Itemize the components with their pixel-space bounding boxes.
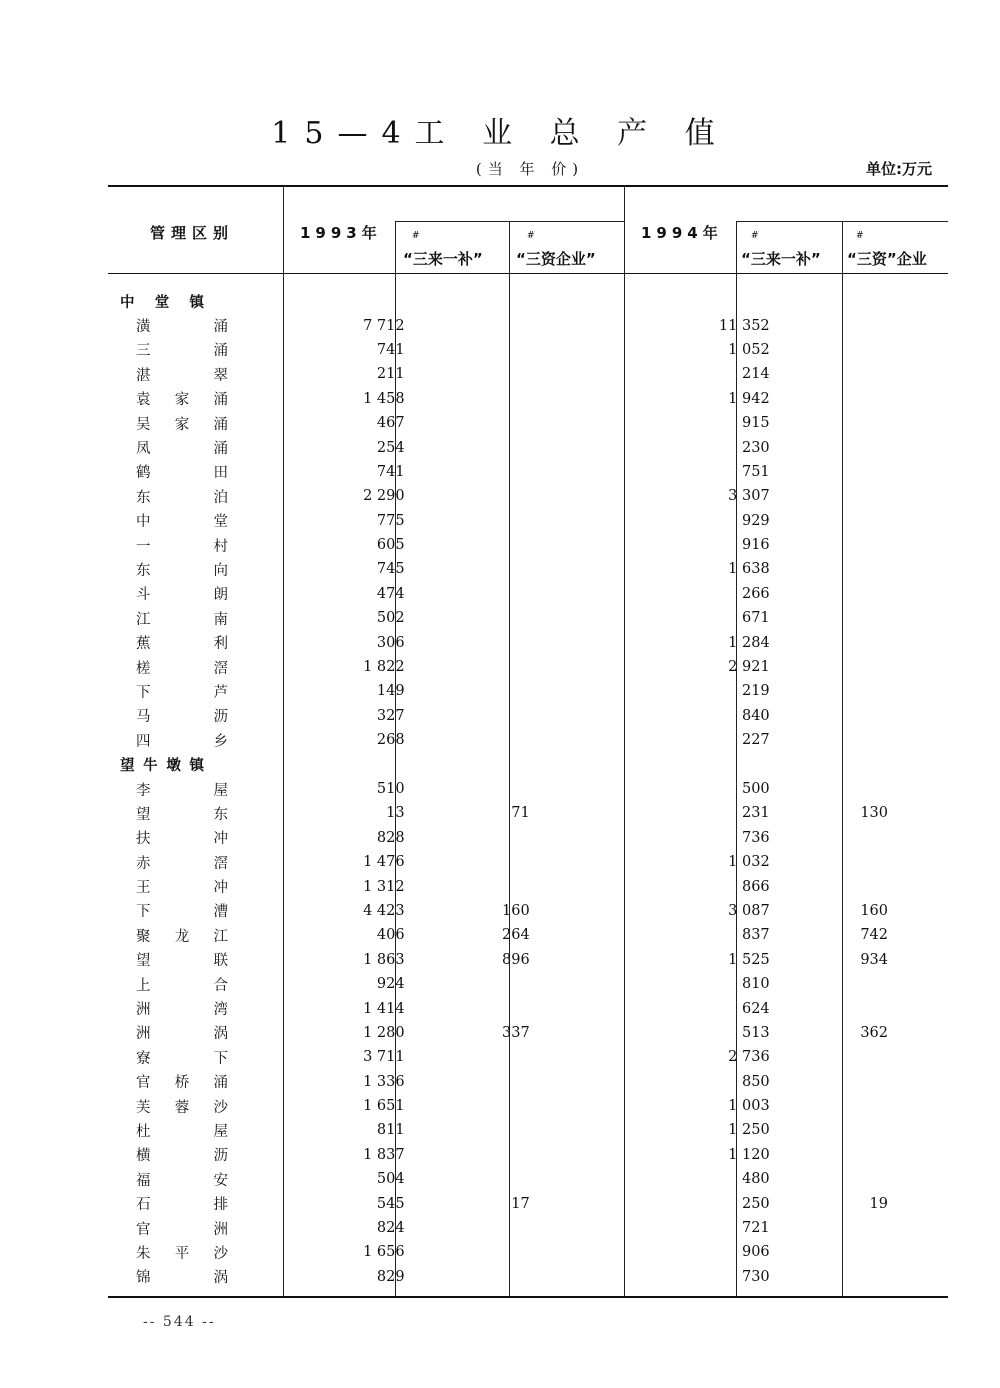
sanlai-value-1993 xyxy=(530,976,542,992)
table-row xyxy=(108,1265,898,1289)
value-1993: 741 xyxy=(376,341,405,358)
table-row xyxy=(108,1118,898,1142)
sanlai-value-1993 xyxy=(530,1269,542,1285)
area-name: 赤滘 xyxy=(136,855,228,872)
sanlai-value-1994 xyxy=(888,635,898,651)
value-1994: 1 525 xyxy=(728,951,770,968)
value-1994: 840 xyxy=(741,707,770,724)
value-1993: 605 xyxy=(376,537,405,554)
table-row xyxy=(108,435,898,459)
sanlai-value-1994 xyxy=(888,1049,898,1065)
value-1993: 811 xyxy=(376,1122,405,1139)
table-row xyxy=(108,606,898,630)
area-name: 李屋 xyxy=(136,782,228,799)
area-name: 上合 xyxy=(136,977,228,994)
area-name: 湛翠 xyxy=(136,367,228,384)
sanlai-value-1994 xyxy=(888,1001,898,1017)
value-1994: 671 xyxy=(741,610,770,627)
area-name: 凤涌 xyxy=(136,441,228,458)
sanlai-value-1993 xyxy=(530,854,542,870)
sanlai-value-1993 xyxy=(530,488,542,504)
sanlai-value-1994: 742 xyxy=(860,927,888,944)
value-1994: 3 087 xyxy=(728,902,770,919)
value-1993: 268 xyxy=(376,732,405,749)
value-1993: 406 xyxy=(376,927,405,944)
value-1993: 327 xyxy=(376,707,405,724)
value-1993: 1 280 xyxy=(363,1024,405,1041)
value-1994 xyxy=(770,757,781,773)
area-name: 马沥 xyxy=(136,709,228,726)
value-1993: 1 656 xyxy=(363,1244,405,1261)
sanlai-value-1994 xyxy=(888,732,898,748)
header-sanzi-1993: “三资企业” xyxy=(516,250,596,268)
value-1994: 1 052 xyxy=(728,341,770,358)
sanlai-value-1993 xyxy=(530,1049,542,1065)
area-name: 洲涡 xyxy=(136,1026,228,1043)
table-row xyxy=(108,533,898,557)
area-name: 杜屋 xyxy=(136,1123,228,1140)
sanlai-value-1994: 362 xyxy=(860,1024,888,1041)
table-row xyxy=(108,387,898,411)
value-1993: 1 837 xyxy=(363,1146,405,1163)
table-row xyxy=(108,801,898,825)
sanlai-value-1993 xyxy=(530,391,542,407)
value-1994: 1 638 xyxy=(728,561,770,578)
sanlai-value-1994 xyxy=(888,415,898,431)
table-bottom-rule xyxy=(108,1296,948,1298)
sanlai-value-1994 xyxy=(888,1122,898,1138)
table-row xyxy=(108,996,898,1020)
table-row xyxy=(108,899,898,923)
table-row xyxy=(108,923,898,947)
value-1993: 1 414 xyxy=(363,1000,405,1017)
value-1994: 2 921 xyxy=(728,659,770,676)
value-1994: 500 xyxy=(741,781,770,797)
sanlai-value-1994: 160 xyxy=(860,902,888,919)
value-1993: 745 xyxy=(376,561,405,578)
value-1993: 467 xyxy=(376,415,405,432)
sanlai-value-1993 xyxy=(530,1001,542,1017)
area-name: 江南 xyxy=(136,611,228,628)
value-1993: 149 xyxy=(376,683,405,700)
value-1994: 916 xyxy=(741,537,770,554)
value-1994: 624 xyxy=(741,1000,770,1017)
area-name: 芙蓉沙 xyxy=(136,1099,228,1116)
area-name: 寮下 xyxy=(136,1050,228,1067)
value-1994: 866 xyxy=(741,878,770,895)
header-sanlai-1993: “三来一补” xyxy=(403,250,483,268)
area-name: 横沥 xyxy=(136,1148,228,1165)
sanlai-value-1994 xyxy=(888,976,898,992)
value-1994: 837 xyxy=(741,927,770,944)
sanlai-value-1994: 934 xyxy=(860,951,888,968)
sanlai-value-1993 xyxy=(530,1244,542,1260)
table-row xyxy=(108,313,898,337)
table-row xyxy=(108,948,898,972)
table-row xyxy=(108,630,898,654)
sanlai-value-1993 xyxy=(530,318,542,334)
sanlai-value-1993 xyxy=(530,659,542,675)
value-1994: 751 xyxy=(741,463,770,480)
area-name: 望东 xyxy=(136,806,228,823)
area-name: 石排 xyxy=(136,1197,228,1214)
area-name: 下芦 xyxy=(136,684,228,701)
sanlai-value-1994 xyxy=(888,366,898,382)
table-row xyxy=(108,484,898,508)
value-1994: 721 xyxy=(741,1220,770,1237)
area-name: 官桥涌 xyxy=(136,1075,228,1092)
price-basis-note: (当 年 价) xyxy=(475,160,585,178)
value-1994: 810 xyxy=(741,976,770,993)
value-1994: 915 xyxy=(741,415,770,432)
area-name: 福安 xyxy=(136,1172,228,1189)
sanlai-value-1993 xyxy=(530,1171,542,1187)
value-1993 xyxy=(405,293,416,309)
sanlai-value-1993 xyxy=(530,732,542,748)
value-1993: 13 xyxy=(386,805,405,822)
table-row xyxy=(108,777,898,801)
sanlai-value-1994 xyxy=(888,683,898,699)
table-row xyxy=(108,460,898,484)
town-name: 中堂镇 xyxy=(120,294,204,311)
header-1994: 1994年 xyxy=(641,224,723,242)
value-1994: 1 003 xyxy=(728,1098,770,1115)
value-1993: 4 423 xyxy=(363,902,405,919)
sanlai-value-1993 xyxy=(530,464,542,480)
sanlai-value-1993 xyxy=(530,1147,542,1163)
sanlai-value-1993 xyxy=(530,635,542,651)
value-1993: 510 xyxy=(376,781,405,797)
table-row xyxy=(108,655,898,679)
sanlai-value-1994 xyxy=(888,830,898,846)
value-1994: 214 xyxy=(741,366,770,383)
sanlai-value-1993 xyxy=(530,440,542,456)
area-name: 鹤田 xyxy=(136,465,228,482)
area-name: 东向 xyxy=(136,562,228,579)
sanlai-value-1994 xyxy=(888,1147,898,1163)
table-row xyxy=(108,728,898,752)
output-value-table xyxy=(108,289,898,1289)
value-1993: 1 651 xyxy=(363,1098,405,1115)
town-heading-row xyxy=(108,752,898,776)
value-1994: 1 120 xyxy=(728,1146,770,1163)
value-1994: 2 736 xyxy=(728,1049,770,1066)
sanlai-value-1994 xyxy=(888,879,898,895)
table-row xyxy=(108,582,898,606)
unit-label: 单位:万元 xyxy=(866,160,932,178)
value-1993: 545 xyxy=(376,1195,405,1212)
value-1993: 211 xyxy=(376,366,405,383)
value-1994 xyxy=(770,293,781,309)
sanlai-value-1993 xyxy=(530,1220,542,1236)
sanlai-value-1993: 71 xyxy=(511,805,530,822)
table-row xyxy=(108,362,898,386)
value-1993: 1 863 xyxy=(363,951,405,968)
area-name: 聚龙江 xyxy=(136,928,228,945)
value-1994: 480 xyxy=(741,1171,770,1188)
value-1993 xyxy=(405,757,416,773)
page-title: 15—4工 业 总 产 值 xyxy=(271,116,729,151)
table-row xyxy=(108,874,898,898)
area-name: 潢涌 xyxy=(136,319,228,336)
table-row xyxy=(108,411,898,435)
header-1993: 1993年 xyxy=(300,224,382,242)
sanlai-value-1993 xyxy=(530,415,542,431)
sanlai-value-1993: 264 xyxy=(502,927,530,944)
sanlai-value-1994: 130 xyxy=(860,805,888,822)
sanlai-value-1994 xyxy=(888,757,898,773)
value-1994: 1 250 xyxy=(728,1122,770,1139)
value-1994: 906 xyxy=(741,1244,770,1261)
sanlai-value-1994 xyxy=(888,537,898,553)
value-1993: 474 xyxy=(376,585,405,602)
value-1994: 3 307 xyxy=(728,488,770,505)
value-1994: 736 xyxy=(741,829,770,846)
header-sanlai-1994: “三来一补” xyxy=(741,250,821,268)
area-name: 官洲 xyxy=(136,1221,228,1238)
table-row xyxy=(108,704,898,728)
header-sanzi-1994: “三资”企业 xyxy=(847,250,927,268)
sanlai-value-1994 xyxy=(888,1074,898,1090)
table-row xyxy=(108,509,898,533)
table-row xyxy=(108,850,898,874)
table-top-rule xyxy=(108,185,948,187)
value-1993: 1 458 xyxy=(363,390,405,407)
sanlai-value-1993 xyxy=(530,561,542,577)
sanlai-value-1994 xyxy=(888,513,898,529)
town-name: 望牛墩镇 xyxy=(120,758,204,775)
sanlai-value-1993 xyxy=(530,610,542,626)
area-name: 一村 xyxy=(136,538,228,555)
table-row xyxy=(108,1240,898,1264)
sanlai-value-1994 xyxy=(888,1098,898,1114)
value-1994: 266 xyxy=(741,585,770,602)
area-name: 下漕 xyxy=(136,904,228,921)
sanlai-value-1994 xyxy=(888,1220,898,1236)
area-name: 朱平沙 xyxy=(136,1245,228,1262)
sanlai-value-1993: 160 xyxy=(502,902,530,919)
value-1993: 504 xyxy=(376,1171,405,1188)
value-1993: 829 xyxy=(376,1268,405,1285)
sanlai-value-1993: 17 xyxy=(511,1195,530,1212)
sanlai-value-1994 xyxy=(888,488,898,504)
sanlai-value-1994 xyxy=(888,342,898,358)
header-bottom-rule xyxy=(108,273,948,274)
value-1993: 2 290 xyxy=(363,488,405,505)
sanlai-value-1994 xyxy=(888,561,898,577)
value-1993: 828 xyxy=(376,829,405,846)
value-1994: 513 xyxy=(741,1024,770,1041)
header-district: 管理区别 xyxy=(150,224,235,242)
sanlai-value-1994 xyxy=(888,854,898,870)
area-name: 蕉利 xyxy=(136,636,228,653)
sanlai-value-1994 xyxy=(888,610,898,626)
sanlai-value-1994 xyxy=(888,1244,898,1260)
value-1993: 1 822 xyxy=(363,659,405,676)
value-1994: 219 xyxy=(741,683,770,700)
value-1993: 1 312 xyxy=(363,878,405,895)
sanlai-value-1994 xyxy=(888,464,898,480)
value-1994: 227 xyxy=(741,732,770,749)
sanlai-value-1993 xyxy=(530,293,542,309)
sanlai-value-1994 xyxy=(888,659,898,675)
value-1993: 1 336 xyxy=(363,1073,405,1090)
area-name: 吴家涌 xyxy=(136,416,228,433)
sanlai-value-1993: 896 xyxy=(502,951,530,968)
sanlai-value-1993 xyxy=(530,830,542,846)
sanlai-value-1993 xyxy=(530,513,542,529)
value-1994: 730 xyxy=(741,1268,770,1285)
sanlai-value-1994 xyxy=(888,293,898,309)
sanlai-value-1994: 19 xyxy=(869,1195,888,1212)
footnote-mark: # xyxy=(412,231,420,241)
footnote-mark: # xyxy=(856,231,864,241)
sanlai-value-1993 xyxy=(530,366,542,382)
sanlai-value-1993 xyxy=(530,683,542,699)
value-1993: 3 711 xyxy=(363,1049,405,1066)
sanlai-value-1993 xyxy=(530,342,542,358)
value-1993: 741 xyxy=(376,463,405,480)
sanlai-value-1993 xyxy=(530,1098,542,1114)
area-name: 四乡 xyxy=(136,733,228,750)
sanlai-value-1994 xyxy=(888,391,898,407)
value-1993: 775 xyxy=(376,512,405,529)
table-row xyxy=(108,972,898,996)
table-row xyxy=(108,1045,898,1069)
value-1994: 250 xyxy=(741,1195,770,1212)
table-row xyxy=(108,338,898,362)
value-1994: 11 352 xyxy=(718,317,770,334)
sanlai-value-1994 xyxy=(888,318,898,334)
value-1993: 306 xyxy=(376,634,405,651)
area-name: 王冲 xyxy=(136,880,228,897)
sanlai-value-1993 xyxy=(530,708,542,724)
area-name: 三涌 xyxy=(136,343,228,360)
table-row xyxy=(108,1143,898,1167)
table-row xyxy=(108,1191,898,1215)
table-row xyxy=(108,1021,898,1045)
sanlai-value-1993 xyxy=(530,781,542,797)
sanlai-value-1993 xyxy=(530,1122,542,1138)
area-name: 扶冲 xyxy=(136,831,228,848)
sanlai-value-1994 xyxy=(888,586,898,602)
area-name: 东泊 xyxy=(136,489,228,506)
value-1994: 1 284 xyxy=(728,634,770,651)
value-1993: 1 476 xyxy=(363,854,405,871)
area-name: 锦涡 xyxy=(136,1270,228,1287)
sanlai-value-1993 xyxy=(530,757,542,773)
area-name: 望联 xyxy=(136,953,228,970)
value-1993: 502 xyxy=(376,610,405,627)
value-1993: 924 xyxy=(376,976,405,993)
table-row xyxy=(108,1216,898,1240)
table-row xyxy=(108,1070,898,1094)
table-row xyxy=(108,826,898,850)
sanlai-value-1993: 337 xyxy=(502,1024,530,1041)
sanlai-value-1994 xyxy=(888,440,898,456)
value-1994: 1 942 xyxy=(728,390,770,407)
table-row xyxy=(108,679,898,703)
value-1994: 230 xyxy=(741,439,770,456)
page-number: -- 544 -- xyxy=(143,1314,216,1330)
value-1994: 850 xyxy=(741,1073,770,1090)
sanlai-value-1994 xyxy=(888,1269,898,1285)
value-1993: 254 xyxy=(376,439,405,456)
area-name: 槎滘 xyxy=(136,660,228,677)
table-row xyxy=(108,1094,898,1118)
value-1994: 929 xyxy=(741,512,770,529)
sanlai-value-1993 xyxy=(530,1074,542,1090)
area-name: 斗朗 xyxy=(136,587,228,604)
footnote-mark: # xyxy=(751,231,759,241)
footnote-mark: # xyxy=(527,231,535,241)
sanlai-value-1994 xyxy=(888,708,898,724)
value-1993: 7 712 xyxy=(363,317,405,334)
value-1994: 231 xyxy=(741,805,770,822)
area-name: 洲湾 xyxy=(136,1002,228,1019)
town-heading-row xyxy=(108,289,898,313)
sanlai-value-1994 xyxy=(888,1171,898,1187)
table-row xyxy=(108,1167,898,1191)
sanlai-value-1994 xyxy=(888,781,898,797)
sanlai-value-1993 xyxy=(530,586,542,602)
area-name: 中堂 xyxy=(136,514,228,531)
value-1994: 1 032 xyxy=(728,854,770,871)
value-1993: 824 xyxy=(376,1220,405,1237)
table-row xyxy=(108,557,898,581)
sanlai-value-1993 xyxy=(530,537,542,553)
sanlai-value-1993 xyxy=(530,879,542,895)
area-name: 袁家涌 xyxy=(136,392,228,409)
